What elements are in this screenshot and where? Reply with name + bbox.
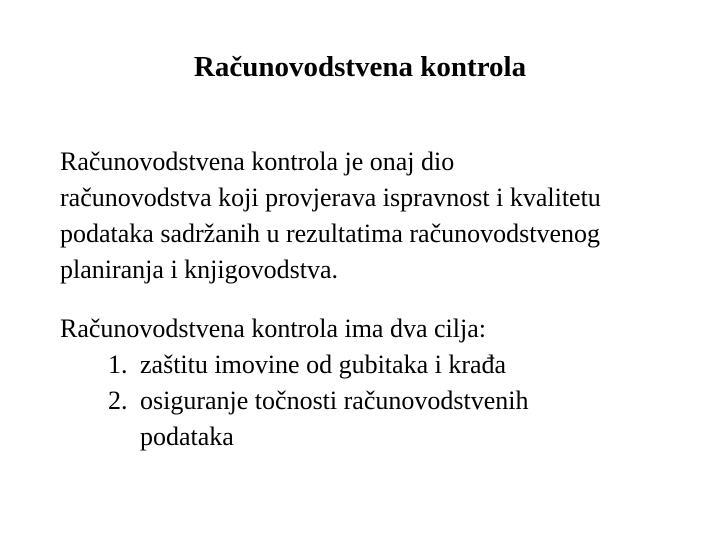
goals-intro-text: Računovodstvena kontrola ima dva cilja:: [60, 314, 486, 343]
list-item-text: [140, 383, 688, 455]
definition-line-2: računovodstva koji provjerava ispravnost i kvalitetu: [60, 183, 601, 212]
definition-paragraph: [60, 144, 700, 288]
list-item: [108, 347, 688, 383]
list-item-line: podataka: [140, 422, 234, 451]
list-item-number: 1.: [108, 350, 128, 379]
list-item: [108, 383, 688, 455]
slide-title: Računovodstvena kontrola: [193, 51, 527, 83]
goals-intro: [60, 311, 700, 347]
list-item-text: [140, 347, 688, 383]
definition-line-4: planiranja i knjigovodstva.: [60, 255, 339, 284]
definition-line-1: Računovodstvena kontrola je onaj dio: [60, 147, 455, 176]
definition-line-3: podataka sadržanih u rezultatima računovodstvenog: [60, 219, 601, 248]
list-item-number: 2.: [108, 386, 128, 415]
list-item-line: osiguranje točnosti računovodstvenih: [140, 386, 529, 415]
list-item-line: zaštitu imovine od gubitaka i krađa: [140, 350, 507, 379]
goals-list: [108, 347, 688, 455]
